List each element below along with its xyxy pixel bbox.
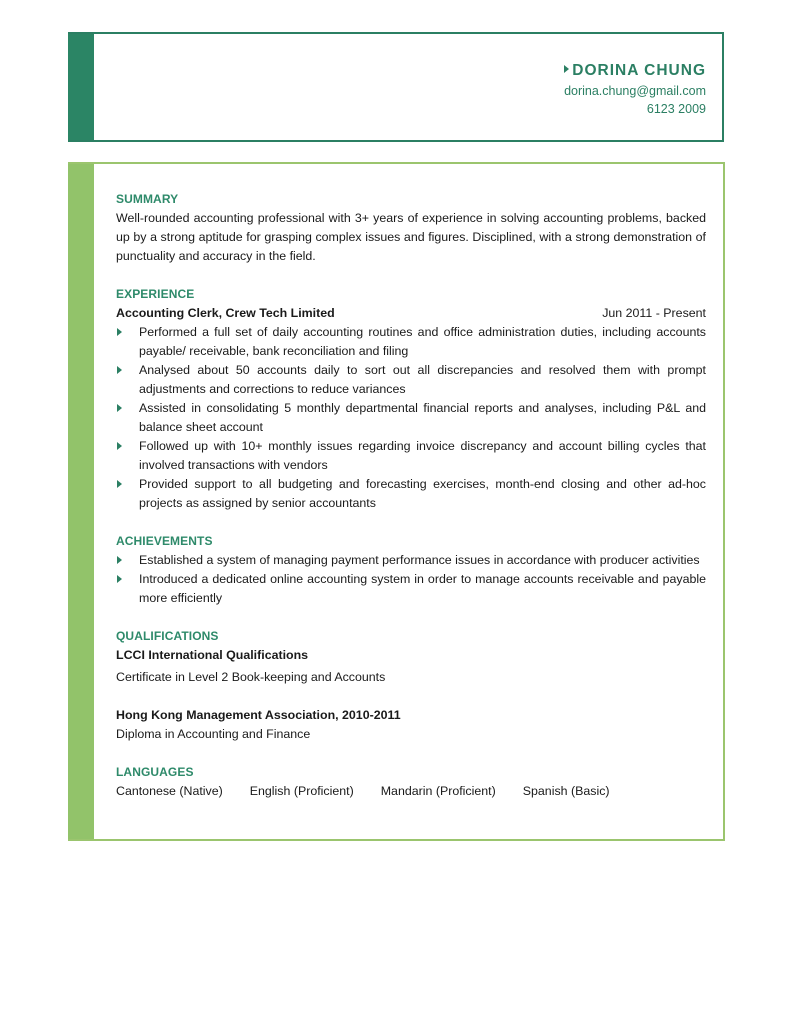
triangle-bullet-icon <box>117 556 122 564</box>
list-item: Followed up with 10+ monthly issues regarding invoice discrepancy and account billing cycles that involved transactions with vendors <box>116 437 706 475</box>
language-item: Cantonese (Native) <box>116 784 223 798</box>
list-item: Provided support to all budgeting and forecasting exercises, month-end closing and other ad-hoc projects as assigned by senior accountants <box>116 475 706 513</box>
language-item: Mandarin (Proficient) <box>380 784 496 798</box>
qualifications-heading: QUALIFICATIONS <box>116 629 219 643</box>
email: dorina.chung@gmail.com <box>564 84 706 98</box>
triangle-bullet-icon <box>117 575 122 583</box>
summary-text: Well-rounded accounting professional with 3+ years of experience in solving accounting problems, backed up by a strong aptitude for grasping complex issues and figures. Disciplined, with a strong demonstration of punctuality and accuracy in the field. <box>116 211 706 263</box>
triangle-bullet-icon <box>117 480 122 488</box>
phone: 6123 2009 <box>646 102 706 116</box>
list-item: Performed a full set of daily accounting routines and office administration duties, including accounts payable/ receivable, bank reconciliation and filing <box>116 323 706 361</box>
list-item: Analysed about 50 accounts daily to sort out all discrepancies and resolved them with prompt adjustments and corrections to reduce variances <box>116 361 706 399</box>
candidate-name <box>564 62 706 80</box>
achievements-heading: ACHIEVEMENTS <box>116 534 213 548</box>
experience-heading: EXPERIENCE <box>116 287 195 301</box>
qualification-detail: Diploma in Accounting and Finance <box>116 727 311 741</box>
language-item: Spanish (Basic) <box>522 784 610 798</box>
list-item: Introduced a dedicated online accounting system in order to manage accounts receivable and payable more efficiently <box>116 570 706 608</box>
triangle-bullet-icon <box>117 328 122 336</box>
qualification-title: LCCI International Qualifications <box>116 648 309 662</box>
list-item: Established a system of managing payment performance issues in accordance with producer activities <box>116 551 706 570</box>
list-item: Assisted in consolidating 5 monthly departmental financial reports and analyses, including P&L and balance sheet account <box>116 399 706 437</box>
achievements-list <box>116 551 706 608</box>
triangle-bullet-icon <box>117 442 122 450</box>
candidate-name-text: DORINA CHUNG <box>572 62 706 79</box>
languages-heading: LANGUAGES <box>116 765 194 779</box>
triangle-bullet-icon <box>117 404 122 412</box>
job-dates: Jun 2011 - Present <box>602 306 706 320</box>
job-header <box>116 304 706 323</box>
qualification-title: Hong Kong Management Association, 2010-2011 <box>116 708 401 722</box>
qualification-detail: Certificate in Level 2 Book-keeping and Accounts <box>116 670 386 684</box>
languages-list <box>116 782 706 801</box>
language-item: English (Proficient) <box>249 784 354 798</box>
experience-list <box>116 323 706 513</box>
summary-heading: SUMMARY <box>116 192 179 206</box>
triangle-bullet-icon <box>117 366 122 374</box>
triangle-bullet-icon <box>564 65 569 73</box>
job-title: Accounting Clerk, Crew Tech Limited <box>116 306 335 320</box>
resume-content <box>116 190 706 801</box>
